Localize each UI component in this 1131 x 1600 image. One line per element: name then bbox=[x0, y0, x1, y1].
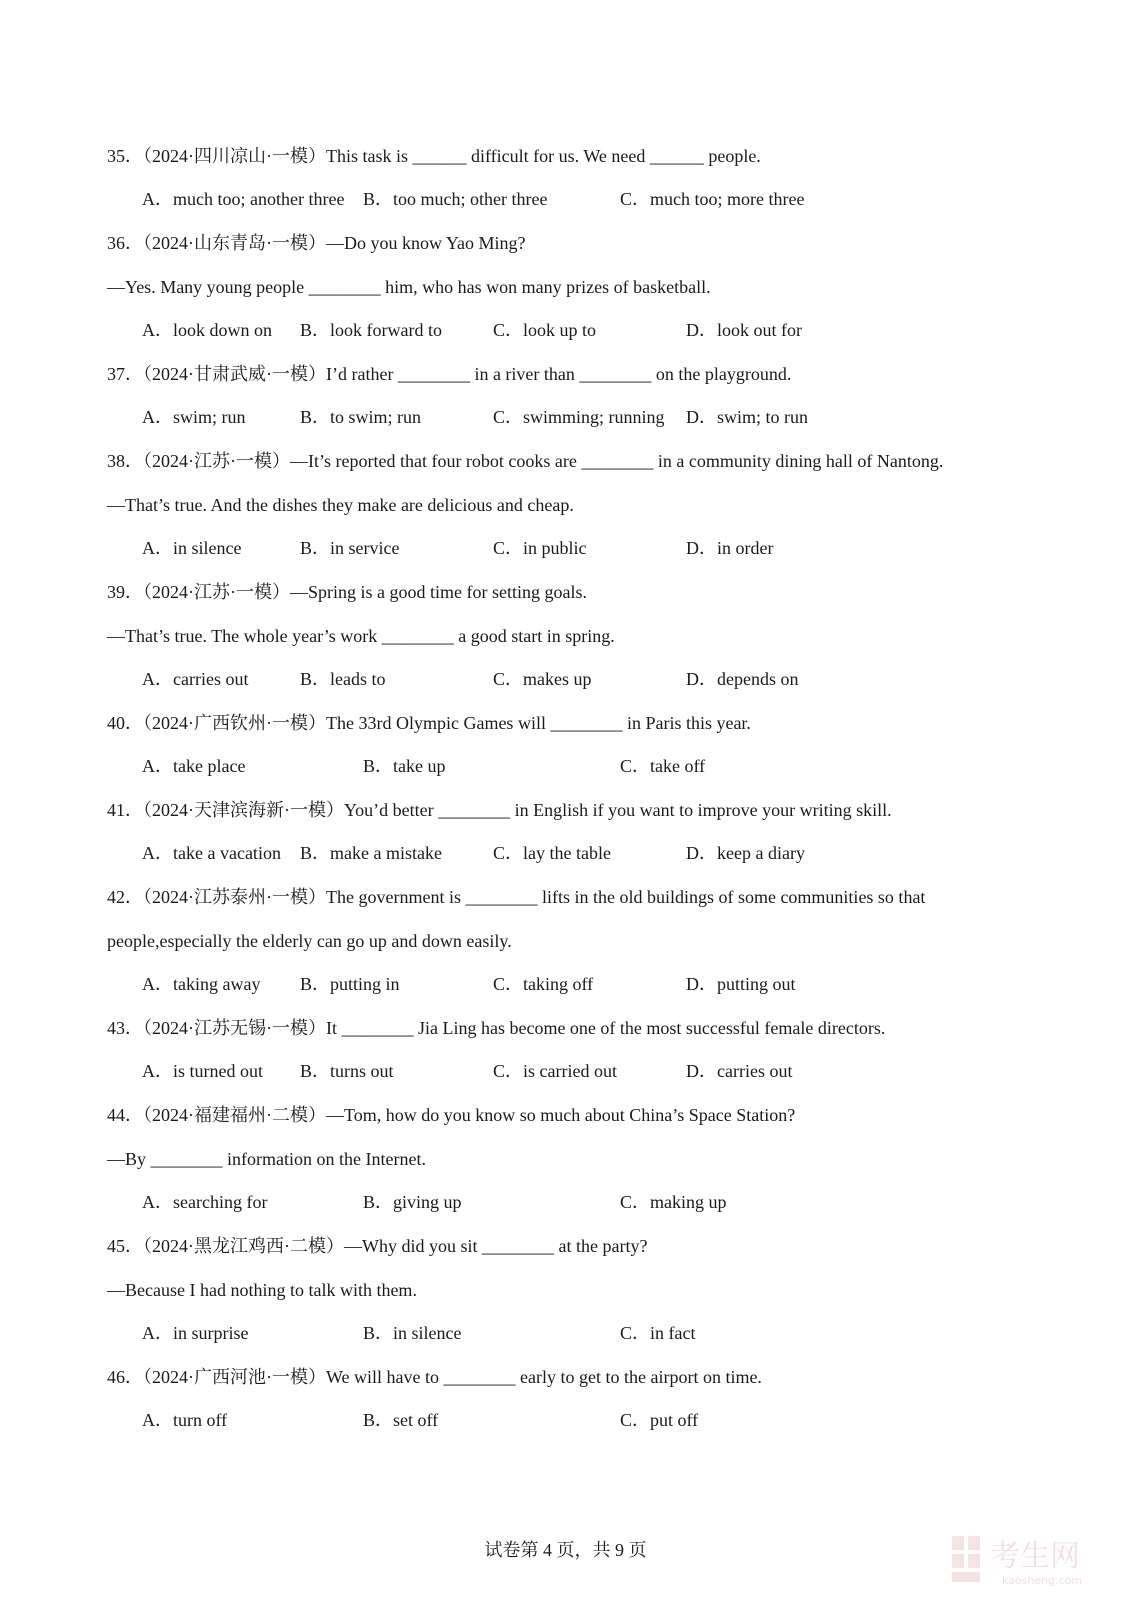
option-text: leads to bbox=[330, 669, 386, 689]
answer-option bbox=[493, 841, 611, 865]
question-line: —Yes. Many young people ________ him, who has won many prizes of basketball. bbox=[107, 277, 711, 297]
option-text: is turned out bbox=[173, 1061, 263, 1081]
option-letter: D． bbox=[686, 843, 717, 863]
answer-option bbox=[142, 1190, 267, 1214]
answer-option bbox=[142, 1059, 263, 1083]
option-text: take place bbox=[173, 756, 246, 776]
answer-option bbox=[142, 841, 281, 865]
question-line: —By ________ information on the Internet. bbox=[107, 1149, 426, 1169]
answer-option bbox=[300, 1059, 394, 1083]
option-letter: C． bbox=[493, 843, 524, 863]
option-letter: B． bbox=[300, 843, 331, 863]
option-text: take up bbox=[393, 756, 446, 776]
option-letter: D． bbox=[686, 538, 717, 558]
answer-option bbox=[363, 187, 547, 211]
option-text: put off bbox=[650, 1410, 699, 1430]
question-stem: 36．（2024·山东青岛·一模）—Do you know Yao Ming? bbox=[107, 233, 526, 253]
option-letter: C． bbox=[493, 407, 524, 427]
option-text: makes up bbox=[523, 669, 592, 689]
option-letter: C． bbox=[493, 320, 524, 340]
option-letter: A． bbox=[142, 756, 173, 776]
option-text: taking off bbox=[523, 974, 594, 994]
option-text: in fact bbox=[650, 1323, 696, 1343]
option-text: take a vacation bbox=[173, 843, 281, 863]
option-text: set off bbox=[393, 1410, 439, 1430]
option-letter: A． bbox=[142, 974, 173, 994]
option-text: giving up bbox=[393, 1192, 462, 1212]
answer-option bbox=[686, 841, 805, 865]
option-letter: B． bbox=[363, 1192, 394, 1212]
kaosheng-watermark-logo bbox=[950, 1530, 1120, 1590]
answer-option bbox=[363, 1408, 438, 1432]
answer-option bbox=[493, 667, 592, 691]
option-text: look up to bbox=[523, 320, 597, 340]
option-text: is carried out bbox=[523, 1061, 617, 1081]
option-letter: B． bbox=[363, 1323, 394, 1343]
option-text: turns out bbox=[330, 1061, 394, 1081]
question-line: people,especially the elderly can go up and down easily. bbox=[107, 931, 512, 951]
option-letter: A． bbox=[142, 669, 173, 689]
option-letter: A． bbox=[142, 320, 173, 340]
option-text: swim; to run bbox=[717, 407, 809, 427]
option-letter: C． bbox=[493, 974, 524, 994]
option-letter: A． bbox=[142, 1061, 173, 1081]
answer-option bbox=[142, 972, 260, 996]
question-stem: 41．（2024·天津滨海新·一模）You’d better ________ in English if you want to improve your writing skill. bbox=[107, 800, 892, 820]
question-line: —That’s true. And the dishes they make are delicious and cheap. bbox=[107, 495, 574, 515]
answer-option bbox=[493, 536, 587, 560]
option-text: searching for bbox=[173, 1192, 268, 1212]
answer-option bbox=[142, 405, 246, 429]
option-text: keep a diary bbox=[717, 843, 805, 863]
answer-option bbox=[620, 1321, 696, 1345]
svg-text:kaosheng.com: kaosheng.com bbox=[1002, 1574, 1083, 1587]
answer-option bbox=[686, 1059, 792, 1083]
option-letter: A． bbox=[142, 538, 173, 558]
answer-option bbox=[686, 972, 796, 996]
option-letter: D． bbox=[686, 1061, 717, 1081]
option-letter: C． bbox=[620, 756, 651, 776]
option-letter: C． bbox=[493, 669, 524, 689]
option-letter: C． bbox=[620, 1323, 651, 1343]
option-text: turn off bbox=[173, 1410, 228, 1430]
option-letter: B． bbox=[300, 407, 331, 427]
option-letter: C． bbox=[620, 189, 651, 209]
option-text: depends on bbox=[717, 669, 799, 689]
option-letter: A． bbox=[142, 1410, 173, 1430]
answer-option bbox=[363, 754, 446, 778]
option-text: too much; other three bbox=[393, 189, 548, 209]
answer-option bbox=[142, 667, 248, 691]
option-letter: C． bbox=[620, 1410, 651, 1430]
answer-option bbox=[142, 536, 241, 560]
option-text: making up bbox=[650, 1192, 727, 1212]
answer-option bbox=[493, 1059, 617, 1083]
option-letter: A． bbox=[142, 843, 173, 863]
option-letter: D． bbox=[686, 974, 717, 994]
option-letter: B． bbox=[300, 669, 331, 689]
option-text: much too; more three bbox=[650, 189, 805, 209]
svg-text:考生网: 考生网 bbox=[990, 1539, 1080, 1574]
option-text: swim; run bbox=[173, 407, 246, 427]
option-text: much too; another three bbox=[173, 189, 345, 209]
page-footer: 试卷第 4 页，共 9 页 bbox=[484, 1540, 647, 1560]
option-letter: D． bbox=[686, 407, 717, 427]
answer-option bbox=[363, 1321, 462, 1345]
option-text: in silence bbox=[393, 1323, 462, 1343]
option-letter: A． bbox=[142, 189, 173, 209]
question-stem: 44．（2024·福建福州·二模）—Tom, how do you know so much about China’s Space Station? bbox=[107, 1105, 796, 1125]
question-stem: 40．（2024·广西钦州·一模）The 33rd Olympic Games will ________ in Paris this year. bbox=[107, 713, 751, 733]
option-text: lay the table bbox=[523, 843, 611, 863]
answer-option bbox=[493, 318, 596, 342]
answer-option bbox=[686, 318, 802, 342]
question-stem: 43．（2024·江苏无锡·一模）It ________ Jia Ling has become one of the most successful female directors. bbox=[107, 1018, 886, 1038]
option-letter: A． bbox=[142, 1323, 173, 1343]
option-text: in surprise bbox=[173, 1323, 249, 1343]
option-text: taking away bbox=[173, 974, 261, 994]
question-stem: 35．（2024·四川凉山·一模）This task is ______ difficult for us. We need ______ people. bbox=[107, 146, 761, 166]
answer-option bbox=[300, 667, 386, 691]
option-letter: B． bbox=[363, 756, 394, 776]
answer-option bbox=[686, 405, 808, 429]
question-stem: 45．（2024·黑龙江鸡西·二模）—Why did you sit ________ at the party? bbox=[107, 1236, 648, 1256]
option-letter: B． bbox=[363, 189, 394, 209]
answer-option bbox=[142, 318, 272, 342]
answer-option bbox=[686, 536, 773, 560]
option-letter: B． bbox=[363, 1410, 394, 1430]
question-stem: 37．（2024·甘肃武威·一模）I’d rather ________ in a river than ________ on the playground. bbox=[107, 364, 792, 384]
option-text: in order bbox=[717, 538, 774, 558]
option-letter: B． bbox=[300, 974, 331, 994]
answer-option bbox=[142, 187, 344, 211]
option-text: look down on bbox=[173, 320, 272, 340]
question-stem: 38．（2024·江苏·一模）—It’s reported that four robot cooks are ________ in a community dining hall of Nantong. bbox=[107, 451, 944, 471]
answer-option bbox=[300, 841, 442, 865]
answer-option bbox=[142, 754, 245, 778]
answer-option bbox=[493, 405, 665, 429]
option-letter: A． bbox=[142, 407, 173, 427]
option-letter: D． bbox=[686, 320, 717, 340]
question-line: —Because I had nothing to talk with them. bbox=[107, 1280, 417, 1300]
option-text: carries out bbox=[717, 1061, 793, 1081]
option-text: carries out bbox=[173, 669, 249, 689]
option-text: to swim; run bbox=[330, 407, 422, 427]
answer-option bbox=[363, 1190, 462, 1214]
question-line: —That’s true. The whole year’s work ________ a good start in spring. bbox=[107, 626, 615, 646]
question-stem: 39．（2024·江苏·一模）—Spring is a good time for setting goals. bbox=[107, 582, 587, 602]
option-text: take off bbox=[650, 756, 706, 776]
option-text: make a mistake bbox=[330, 843, 442, 863]
option-text: look forward to bbox=[330, 320, 442, 340]
option-text: swimming; running bbox=[523, 407, 665, 427]
answer-option bbox=[300, 318, 442, 342]
option-letter: B． bbox=[300, 1061, 331, 1081]
answer-option bbox=[142, 1321, 249, 1345]
answer-option bbox=[620, 754, 705, 778]
answer-option bbox=[686, 667, 798, 691]
option-letter: C． bbox=[493, 1061, 524, 1081]
option-letter: C． bbox=[620, 1192, 651, 1212]
option-letter: D． bbox=[686, 669, 717, 689]
question-stem: 46．（2024·广西河池·一模）We will have to ________ early to get to the airport on time. bbox=[107, 1367, 762, 1387]
answer-option bbox=[300, 536, 399, 560]
question-stem: 42．（2024·江苏泰州·一模）The government is ________ lifts in the old buildings of some communities so that bbox=[107, 887, 926, 907]
answer-option bbox=[300, 972, 400, 996]
option-letter: B． bbox=[300, 538, 331, 558]
answer-option bbox=[300, 405, 421, 429]
answer-option bbox=[620, 1190, 727, 1214]
option-letter: C． bbox=[493, 538, 524, 558]
option-text: putting in bbox=[330, 974, 400, 994]
option-text: in public bbox=[523, 538, 587, 558]
option-text: look out for bbox=[717, 320, 802, 340]
option-letter: B． bbox=[300, 320, 331, 340]
option-letter: A． bbox=[142, 1192, 173, 1212]
answer-option bbox=[620, 187, 804, 211]
option-text: in silence bbox=[173, 538, 242, 558]
answer-option bbox=[620, 1408, 698, 1432]
answer-option bbox=[142, 1408, 227, 1432]
option-text: in service bbox=[330, 538, 400, 558]
answer-option bbox=[493, 972, 593, 996]
option-text: putting out bbox=[717, 974, 796, 994]
